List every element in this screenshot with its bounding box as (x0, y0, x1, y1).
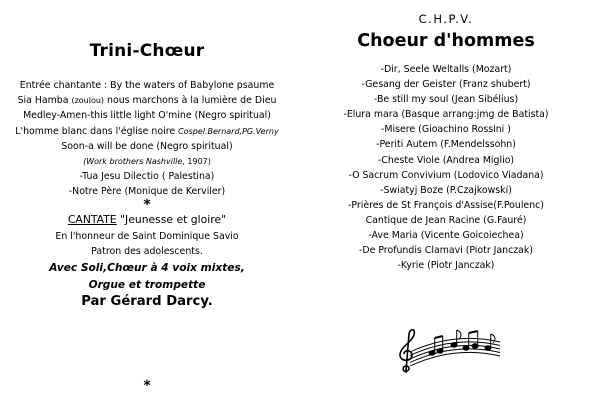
list-item: -Ave Maria (Vicente Goicoiechea) (368, 230, 524, 242)
program-line-text: L'homme blanc dans l'église noire (15, 125, 179, 137)
list-item: -Dir, Seele Weltalls (Mozart) (380, 64, 512, 75)
scoring-line: Avec Soli,Chœur à 4 voix mixtes, (49, 262, 245, 274)
list-item: Cantique de Jean Racine (G.Fauré) (365, 214, 527, 226)
program-line-text: -Notre Père (Monique de Kerviler) (68, 186, 226, 198)
treble-clef-staff-notes-icon (396, 322, 502, 374)
right-program-list (300, 62, 592, 273)
list-item: -Kyrie (Piotr Janczak) (397, 260, 495, 272)
program-line-text: nous marchons à la lumière de Dieu (104, 95, 277, 107)
star-separator-bottom: * (143, 378, 151, 394)
left-program-list (8, 78, 286, 200)
list-item: -Prières de St François d'Assise(F.Poulenc) (348, 199, 544, 211)
list-item: -Elura mara (Basque arrang:jmg de Batista) (343, 109, 549, 121)
program-line-5 (8, 139, 286, 154)
program-line-text: -Tua Jesu Dilectio ( Palestina) (79, 171, 215, 183)
program-line-text: Soon-a will be done (Negro spiritual) (61, 140, 233, 152)
program-line-7 (8, 169, 286, 184)
list-item: -Gesang der Geister (Franz shubert) (361, 79, 531, 91)
program-line-note: (zoulou) (71, 96, 105, 106)
program-line-text: Entrée chantante : By the waters of Babylone psaume (19, 80, 275, 91)
program-line-text: , 1907) (182, 157, 211, 167)
program-line-4 (8, 124, 286, 139)
cantate-title: "Jeunesse et gloire" (116, 213, 227, 226)
list-item: -De Profundis Clamavi (Piotr Janczak) (358, 245, 534, 257)
program-line-note: Cospel.Bernard,PG.Verny (178, 126, 279, 136)
right-title: Choeur d'hommes (357, 31, 535, 51)
cantate-dedication (8, 229, 286, 259)
program-line-note: (Work brothers Nashville (83, 157, 183, 167)
list-item: -O Sacrum Convivium (Lodovico Viadana) (348, 169, 544, 181)
program-line-text: Sia Hamba (17, 95, 72, 107)
cantate-author: Par Gérard Darcy. (81, 294, 213, 309)
dedication-line: En l'honneur de Saint Dominique Savio (55, 231, 239, 242)
program-line-6 (8, 154, 286, 169)
list-item: -Cheste Viole (Andrea Miglio) (377, 154, 515, 166)
program-line-2 (8, 93, 286, 108)
program-line-text: Medley-Amen-this little light O'mine (Negro spiritual) (23, 110, 271, 122)
list-item: -Periti Autem (F.Mendelssohn) (376, 139, 516, 151)
program-line-3 (8, 108, 286, 123)
cantate-heading (8, 212, 286, 228)
list-item: -Be still my soul (Jean Sibélius) (373, 94, 519, 106)
program-line-1 (8, 78, 286, 93)
dedication-line: Patron des adolescents. (91, 246, 203, 258)
star-separator-top: * (143, 197, 151, 213)
cantate-label: CANTATE (67, 213, 117, 226)
left-title: Trini-Chœur (89, 41, 205, 61)
list-item: -Swiatyj Boze (P.Czajkowski) (380, 184, 512, 196)
list-item: -Misere (Gioachino Rossini ) (381, 124, 511, 136)
right-header: C.H.P.V. (418, 12, 474, 26)
cantate-scoring (8, 260, 286, 293)
scoring-line: Orgue et trompette (88, 278, 206, 291)
